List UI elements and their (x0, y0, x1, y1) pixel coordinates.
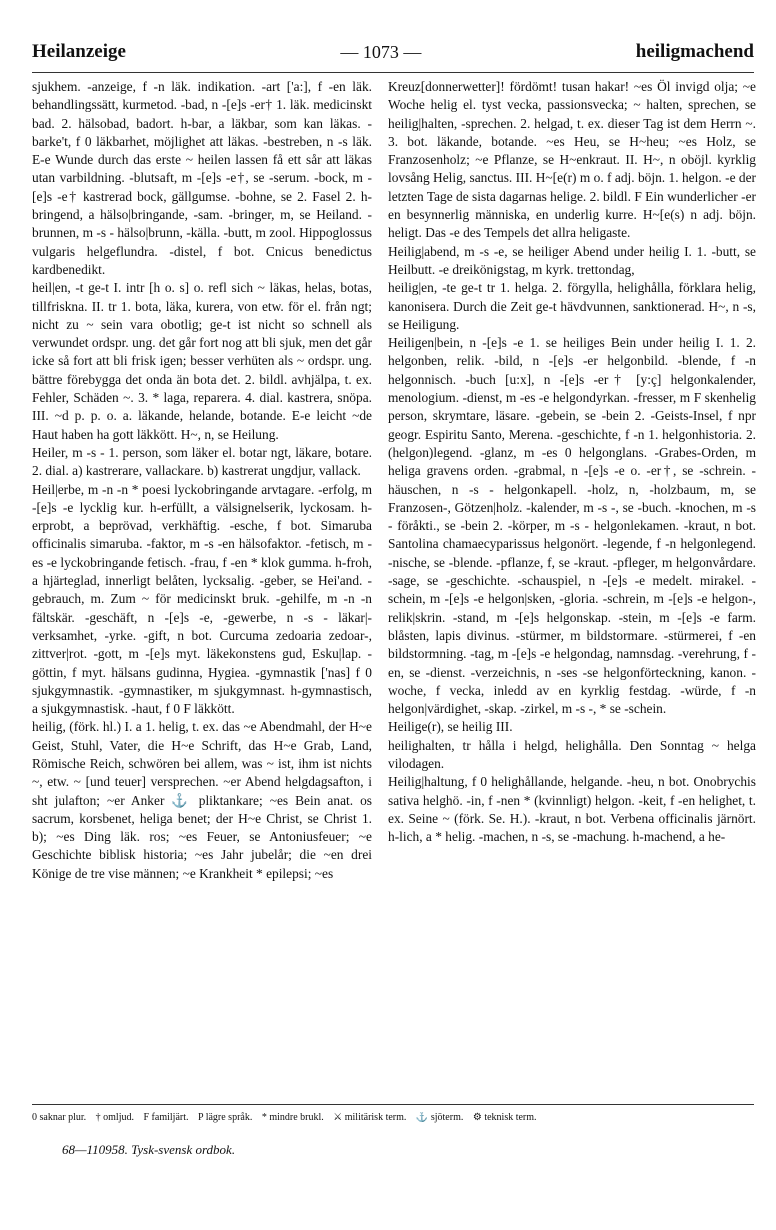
legend-item: † omljud. (95, 1112, 134, 1123)
entry-paragraph: Heiler, m -s - 1. person, som läker el. botar ngt, läkare, botare. 2. dial. a) kastrerare, vallackare. b) kastrerat ungdjur, vallack. (32, 444, 372, 479)
header-left-word: Heilanzeige (32, 41, 126, 62)
legend-item: P lägre språk. (198, 1112, 253, 1123)
entry-paragraph: sjukhem. -anzeige, f -n läk. indikation. -art ['a:], f -en läk. behandlingssätt, kurmetod. -bad, n -[e]s -er† 1. läk. medicinskt bad. 2. hälsobad, badort. h-bar, a läkbar, som kan läkas. -barke't, f 0 läkbarhet, möjlighet att läkas. -bestreben, n -s läk. E-e Wunde durch das erste ~ heilen lassen få ett sår att läkas utan varbildning. -blutsaft, m -[e]s -e†, se -serum. -bock, m -[e]s -e† kastrerad bock, gällgumse. -bohne, se 2. Fasel 2. h-bringend, a hälso|bringande, -sam. -bringer, m, se Heiland. -brunnen, m -s - hälso|brunn, -källa. -butt, m zool. Hippoglossus vulgaris helgeflundra. -distel, f bot. Cnicus benedictus kardbenedikt. (32, 79, 372, 277)
legend-item: ⚔ militärisk term. (333, 1112, 407, 1123)
entry-paragraph: heil|en, -t ge-t I. intr [h o. s] o. refl sich ~ läkas, helas, botas, tillfriskna. II. tr 1. bota, läka, kurera, von etw. för el. från ngt; nicht zu ~ sein vara obotlig; ge-t ist nicht so schnell als verwundet ordspr. ung. det går fort nog att bli sjuk, men det går icke så fort att bli frisk igen; besser verhüten als ~ ordspr. ung. bättre förebygga det onda än bota det. 2. bildl. avhjälpa, t. ex. Fehler, Schäden ~. 3. * laga, reparera. 4. dial. kastrera, snöpa. III. ~d p. p. o. a. läkande, helande, botande. E-e leicht ~de Haut haben ha gott läkkött. H~, n, se Heilung. (32, 280, 372, 442)
legend-item: 0 saknar plur. (32, 1112, 87, 1123)
left-column (32, 78, 372, 883)
legend-item: ⚓ sjöterm. (415, 1112, 464, 1123)
entry-paragraph: heilighalten, tr hålla i helgd, helighålla. Den Sonntag ~ helga vilodagen. (388, 737, 756, 771)
printer-line: 68—110958. Tysk-svensk ordbok. (62, 1142, 236, 1157)
header-right-word: heiligmachend (635, 41, 754, 62)
legend-item: * mindre brukl. (261, 1112, 324, 1123)
header-rule (32, 72, 754, 73)
right-column (388, 78, 756, 846)
entry-paragraph: heilig, (förk. hl.) I. a 1. helig, t. ex. das ~e Abendmahl, der H~e Geist, Stuhl, Vater, die H~e Schrift, das H~e Grab, Land, Römische Reich, schwören bei allem, was ~ ist, ihm ist nichts ~, etw. ~ [und teuer] versprechen. ~er Abend helgdagsafton, i sht julafton; ~er Anker ⚓ pliktankare; ~es Bein anat. os sacrum, korsbenet, heliga benet; der H~e Christ, se Christ 1. b); ~es Ding läk. ros; ~es Feuer, se Antoniusfeuer; ~e Geschichte biblisk historia; ~es Jahr jubelår; die ~en drei Könige de tre vise männen; ~e Krankheit * epilepsi; ~es (32, 719, 372, 881)
page-number: — 1073 — (340, 41, 422, 62)
entry-paragraph: Heiligen|bein, n -[e]s -e 1. se heiliges Bein under heilig I. 1. 2. helgonben, relik. -bild, n -[e]s -er helgonbild. -blende, f -n helgonnisch. -buch [u:x], n -[e]s -er† [y:ç] helgonkalender, menologium. -dienst, m -es -e helgondyrkan. -fresser, m F skenhelig person, skrymtare, läsare. -gebein, se -bein 2. -Geists-Insel, f npr geogr. Espiritu Santo, Merena. -geschichte, f -n 1. helgonhistoria. 2. (helgon)legend. -glanz, m -es 0 helgonglans. -Grabes-Orden, m heliga gravens orden. -grabmal, n -[e]s -e o. -er†, se -schrein. -häuschen, n -s - helgonkapell. -holz, n, -holzbaum, m, se Franzosen-, Götzen|holz. -kalender, m -s -, se -buch. -knochen, m -s - föråkti., se -bein 2. -körper, m -s - helgonlekamen. -kraut, n bot. Santolina chamaecyparissus helgonört. -legende, f -n helgonlegend. -nische, se -blende. -pflanze, f, se -kraut. -pfleger, m helgonvårdare. -sage, se -geschichte. -schauspiel, n -[e]s -e medelt. mirakel. -schein, m -[e]s -e helgon|sken, -gloria. -schrein, m -[e]s -e helgon-, relik|skrin. -stand, m -[e]s helgonskap. -stein, m -[e]s -e farm. blåsten, lapis divinus. -stürmer, m bildstormare. -stürmerei, f -en bildstormning. -tag, m -[e]s -e helgondag, namnsdag. -verehrung, f -en, se -dienst. -verzeichnis, n -ses -se helgonförteckning, kanon. -woche, f vecka, inledd av en kyrklig festdag. -würde, f -n helgon|värdighet, -skap. -zirkel, m -s -, * se -schein. (388, 335, 756, 717)
entry-paragraph: Heilig|haltung, f 0 helighållande, helgande. -heu, n bot. Onobrychis sativa helghö. -in, f -nen * (kvinnligt) helgon. -keit, f -en helighet, t. ex. Seine ~ (förk. Se. H.). -kraut, n bot. Verbena officinalis järnört. h-lich, a * helig. -machen, n -s, se -machung. h-machend, a he- (388, 774, 756, 845)
footer-rule (32, 1104, 754, 1105)
entry-paragraph: Heilig|abend, m -s -e, se heiliger Abend under heilig I. 1. -butt, se Heilbutt. -e dreikönigstag, m kyrk. trettondag, (388, 243, 756, 277)
entry-paragraph: heilig|en, -te ge-t tr 1. helga. 2. förgylla, helighålla, förklara helig, kanonisera. Durch die Zeit ge-t hävdvunnen, sanktionerad. H~, n -s, se Heiligung. (388, 280, 756, 332)
entry-paragraph: Heilige(r), se heilig III. (388, 719, 513, 735)
legend-item: ⚙ teknisk term. (472, 1112, 537, 1123)
entry-paragraph: Heil|erbe, m -n -n * poesi lyckobringande arvtagare. -erfolg, m -[e]s -e lycklig kur. h-erfüllt, a välsignelserik, lyckosam. h-erprobt, a beprövad, verkhäftig. -esche, f bot. Simaruba officinalis simaruba. -faktor, m -s -en hälsofaktor. -fetisch, m -es -e lyckobringande fetisch. -frau, f -en * klok gumma. h-froh, a hjärteglad, innerligt belåten, lycksalig. -geber, se Hei'and. -gebrauch, m. Zum ~ för medicinskt bruk. -gehilfe, m -n -n fältskär. -geschäft, n -[e]s -e, -gewerbe, n -s - läkar|-verksamhet, -yrke. -gift, n bot. Curcuma zedoaria zedoar-, zittver|rot. -gott, m -[e]s myt. läkekonstens gud, Esku|lap. -göttin, f myt. hälsans gudinna, Hygiea. -gymnastik ['nas] f 0 sjukgymnastik. -gymnastiker, m sjukgymnast. h-gymnastisch, a sjukgymnastisk. -haut, f 0 F läkkött. (32, 481, 372, 717)
page-header (32, 34, 754, 70)
abbreviation-legend (32, 1112, 754, 1123)
legend-item: F familjärt. (143, 1112, 189, 1123)
entry-paragraph: Kreuz[donnerwetter]! fördömt! tusan hakar! ~es Öl invigd olja; ~e Woche helig el. tyst vecka, passionsvecka; ~ halten, sprechen, se heilig|halten, -sprechen. 2. helgad, t. ex. dieser Tag ist dem Herrn ~. 3. bot. läkande, botande. ~es Heu, se H~heu; ~es Holz, se Franzosenholz; ~e Pflanze, se H~enkraut. II. H~, n oböjl. kyrklig lovsång Helig, sanctus. III. H~[e(r) m o. f adj. böjn. 1. helgon. -e der letzten Tage de sista dagarnas helige. 2. bildl. F Ein wunderlicher -er en besynnerlig människa, en underlig kurre. H~[e(s) n adj. böjn. heligt. Das -e des Tempels det allra heligaste. (388, 79, 756, 241)
